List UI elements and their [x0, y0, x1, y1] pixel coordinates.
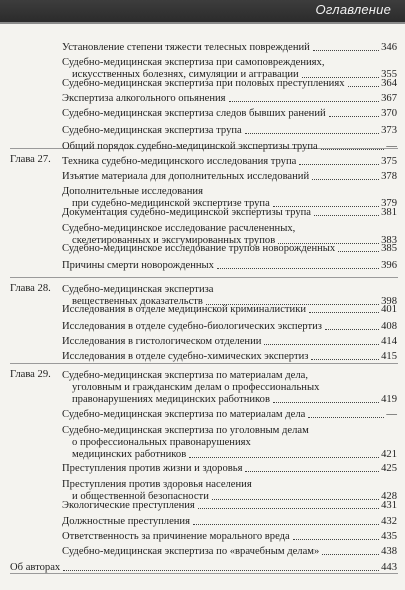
toc-entry-title-line: Техника судебно-медицинского исследования трупа — [62, 156, 297, 167]
dot-leader — [293, 539, 379, 540]
page-number: 401 — [381, 304, 397, 315]
toc-entry-title-line: Преступления против здоровья населения — [62, 479, 252, 490]
toc-entry[interactable] — [62, 78, 397, 90]
toc-entry[interactable] — [62, 93, 397, 105]
page-number: 367 — [381, 93, 397, 104]
toc-entry-title-line: Судебно-медицинская экспертиза по материалам дела, — [62, 370, 308, 381]
toc-entry-title-line: Судебно-медицинская экспертиза по материалам дела — [62, 409, 306, 420]
toc-entry-title-line: Ответственность за причинение морального вреда — [62, 531, 290, 542]
toc-entry-title-line: Исследования в отделе судебно-биологических экспертиз — [62, 321, 322, 332]
toc-entry-title-line: Исследования в отделе медицинской криминалистики — [62, 304, 307, 315]
running-title: Оглавление — [315, 2, 391, 17]
page-number: 443 — [381, 562, 397, 573]
toc-entry[interactable] — [62, 425, 397, 461]
toc-entry-title-line: Причины смерти новорожденных — [62, 260, 214, 271]
toc-entry-title-line: Изъятие материала для дополнительных исследований — [62, 171, 310, 182]
toc-entry[interactable] — [62, 370, 397, 406]
page-number: 414 — [381, 336, 397, 347]
page-number: 370 — [381, 108, 397, 119]
page-header — [0, 0, 405, 22]
dot-leader — [189, 457, 379, 458]
dot-leader — [329, 116, 379, 117]
dot-leader — [313, 50, 379, 51]
page-number: 432 — [381, 516, 397, 527]
dot-leader — [264, 344, 379, 345]
page-number: 438 — [381, 546, 397, 557]
page-number: 419 — [381, 394, 397, 405]
dot-leader — [245, 471, 379, 472]
toc-entry-title-line: Общий порядок судебно-медицинской экспертизы трупа — [62, 141, 318, 152]
toc-entry-title-line: при судебно-медицинской экспертизе трупа — [72, 198, 270, 209]
toc-entry[interactable] — [62, 304, 397, 316]
toc-entry[interactable] — [62, 108, 397, 120]
toc-entry-title-line: Установление степени тяжести телесных повреждений — [62, 42, 310, 53]
dot-leader — [193, 524, 379, 525]
toc-entry[interactable] — [62, 516, 397, 528]
page-number: — — [386, 409, 397, 420]
toc-entry-title-line: Об авторах — [10, 562, 61, 573]
toc-entry[interactable] — [62, 321, 397, 333]
page-number: 346 — [381, 42, 397, 53]
header-rule — [0, 22, 405, 24]
toc-entry-title-line: Исследования в отделе судебно-химических экспертиз — [62, 351, 309, 362]
dot-leader — [229, 101, 380, 102]
toc-entry-title-line: Экологические преступления — [62, 500, 195, 511]
toc-entry-title-line: Дополнительные исследования — [62, 186, 203, 197]
toc-entry-title-line: Должностные преступления — [62, 516, 190, 527]
page-number: 415 — [381, 351, 397, 362]
chapter-divider — [10, 277, 398, 278]
page-number: — — [386, 141, 397, 152]
page-number: 379 — [381, 198, 397, 209]
dot-leader — [311, 359, 379, 360]
toc-entry-title-line: Судебно-медицинская экспертиза при самоповреждениях, — [62, 57, 325, 68]
toc-entry-title-line: о профессиональных правонарушениях — [72, 437, 251, 448]
toc-entry-title-line: Судебно-медицинская экспертиза при половых преступлениях — [62, 78, 345, 89]
toc-entry[interactable] — [62, 260, 397, 272]
toc-entry-title-line: Судебно-медицинская экспертиза трупа — [62, 125, 242, 136]
page-number: 398 — [381, 296, 397, 307]
toc-entry-title-line: медицинских работников — [72, 449, 187, 460]
dot-leader — [63, 570, 379, 571]
toc-entry-title-line: вещественных доказательств — [72, 296, 203, 307]
toc-entry[interactable] — [62, 336, 397, 348]
page-number: 383 — [381, 235, 397, 246]
toc-entry[interactable] — [10, 562, 397, 574]
toc-entry[interactable] — [62, 531, 397, 543]
page-number: 425 — [381, 463, 397, 474]
toc-entry-title-line: скелетированных и эксгумированных трупов — [72, 235, 276, 246]
page-number: 375 — [381, 156, 397, 167]
chapter-label-29: Глава 29. — [10, 369, 51, 380]
toc-entry-title-line: Документация судебно-медицинской экспертизы трупа — [62, 207, 311, 218]
dot-leader — [322, 554, 379, 555]
page-number: 385 — [381, 243, 397, 254]
toc-entry-title-line: правонарушениях медицинских работников — [72, 394, 270, 405]
page-number: 408 — [381, 321, 397, 332]
dot-leader — [314, 215, 379, 216]
toc-entry-title-line: Судебно-медицинское исследование расчлененных, — [62, 223, 296, 234]
toc-entry[interactable] — [62, 207, 397, 219]
toc-entry[interactable] — [62, 409, 397, 421]
dot-leader — [338, 251, 379, 252]
toc-entry[interactable] — [62, 171, 397, 183]
toc-entry-title-line: искусственных болезнях, симуляции и аггравации — [72, 69, 299, 80]
page-number: 364 — [381, 78, 397, 89]
dot-leader — [312, 179, 379, 180]
page-number: 396 — [381, 260, 397, 271]
toc-entry-title-line: Судебно-медицинская экспертиза по «врачебным делам» — [62, 546, 320, 557]
toc-entry-title-line: Исследования в гистологическом отделении — [62, 336, 262, 347]
dot-leader — [321, 149, 385, 150]
chapter-label-28: Глава 28. — [10, 283, 51, 294]
dot-leader — [308, 417, 384, 418]
toc-entry[interactable] — [62, 500, 397, 512]
toc-entry[interactable] — [62, 243, 397, 255]
page-number: 381 — [381, 207, 397, 218]
dot-leader — [325, 329, 379, 330]
toc-entry[interactable] — [62, 156, 397, 168]
toc-entry[interactable] — [62, 42, 397, 54]
page-number: 431 — [381, 500, 397, 511]
page-number: 355 — [381, 69, 397, 80]
dot-leader — [198, 508, 379, 509]
page-number: 435 — [381, 531, 397, 542]
toc-entry-title-line: Преступления против жизни и здоровья — [62, 463, 243, 474]
toc-entry-title-line: Судебно-медицинская экспертиза следов бывших ранений — [62, 108, 326, 119]
dot-leader — [348, 86, 380, 87]
toc-entry-title-line: Экспертиза алкогольного опьянения — [62, 93, 226, 104]
toc-entry-title-line: Судебно-медицинская экспертиза — [62, 284, 214, 295]
chapter-divider — [10, 363, 398, 364]
toc-entry[interactable] — [62, 546, 397, 558]
toc-entry-title-line: Судебно-медицинское исследование трупов новорожденных — [62, 243, 336, 254]
page-number: 421 — [381, 449, 397, 460]
page-number: 373 — [381, 125, 397, 136]
dot-leader — [217, 268, 379, 269]
chapter-label-27: Глава 27. — [10, 154, 51, 165]
page-number: 378 — [381, 171, 397, 182]
page-number: 428 — [381, 491, 397, 502]
dot-leader — [299, 164, 379, 165]
toc-entry[interactable] — [62, 125, 397, 137]
toc-entry-title-line: уголовным и гражданским делам о профессиональных — [72, 382, 320, 393]
dot-leader — [309, 312, 379, 313]
dot-leader — [273, 402, 379, 403]
toc-entry[interactable] — [62, 351, 397, 363]
dot-leader — [245, 133, 379, 134]
toc-entry-title-line: и общественной безопасности — [72, 491, 209, 502]
toc-entry[interactable] — [62, 463, 397, 475]
toc-entry-title-line: Судебно-медицинская экспертиза по уголовным делам — [62, 425, 309, 436]
toc-entry[interactable] — [62, 141, 397, 153]
